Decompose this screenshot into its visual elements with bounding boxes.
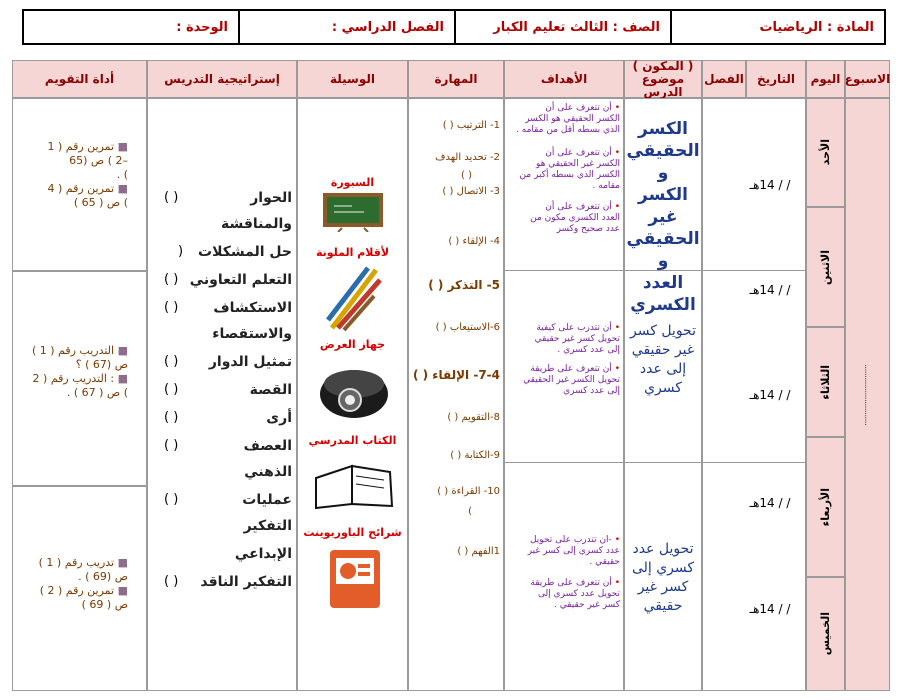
strategy-opinion: أرى <box>266 410 292 426</box>
skill-2b: ( ) <box>461 170 472 181</box>
strategy-dialogue: الحوار <box>250 190 292 206</box>
subject-cell <box>670 11 884 43</box>
strategy-check-8: ( ) <box>164 438 179 453</box>
grade-label: الصف : الثالث تعليم الكبار <box>493 19 660 35</box>
goals-group-1: • أن تتعرف على أن الكسر الحقيقي هو الكسر الذي بسطه أقل من مقامه . • أن تتعرف على أن الكسر غير الحقيقي هو الكسر الذي بسطه أكبر من مقامه . • أن تتعرف على أن العدد الكسري مكون من عدد صحيح وكسر <box>516 103 620 234</box>
day-name: الأربعاء <box>819 487 832 527</box>
col-goals-header: الأهداف <box>504 60 624 98</box>
goals-group-3: • -ان تتدرب على تحويل عدد كسري إلى كسر غير حقيقي . • أن تتعرف على طريقة تحويل عدد كسري إلى كسر غير حقيقي . <box>527 535 620 610</box>
day-cell-tuesday <box>806 327 845 437</box>
col-week-header: الاسبوع <box>845 60 890 98</box>
strategy-check-7: ( ) <box>164 410 179 425</box>
strategy-brainstorm-1: العصف <box>243 438 292 454</box>
day-cell-thursday <box>806 577 845 691</box>
evaluation-text-3: ■ تدريب رقم ( 1 ) ص (69 ) . ■ تمرين رقم ( 2 ) ص ( 69 ) <box>38 556 128 611</box>
date-sunday: / / 14هـ <box>749 178 791 192</box>
topic-2: تحويل كسر غير حقيقي إلى عدد كسري <box>630 323 696 396</box>
semester-cell <box>238 11 454 43</box>
topic-3: تحويل عدد كسري إلى كسر غير حقيقي <box>631 541 695 614</box>
col-evaluation-header: أداة التقويم <box>12 60 147 98</box>
strategy-discussion: والمناقشة <box>220 216 292 232</box>
skill-5: 5- التذكر ( ) <box>428 278 500 292</box>
strategy-check-2: ( <box>178 244 184 259</box>
date-tuesday: / / 14هـ <box>749 388 791 402</box>
blackboard-icon <box>322 192 384 232</box>
tool-pens-label: لأقلام الملونة <box>315 246 390 259</box>
day-cell-wednesday <box>806 437 845 577</box>
strategy-check-1: ( ) <box>164 190 179 205</box>
semester-label: الفصل الدراسي : <box>331 19 444 35</box>
strategy-inquiry: والاستقصاء <box>212 326 292 342</box>
tool-projector-label: جهاز العرض <box>319 338 386 351</box>
col-tool-header: الوسيلة <box>297 60 408 98</box>
col-skill-header: المهارة <box>408 60 504 98</box>
strategy-role-play: تمثيل الدوار <box>208 354 292 370</box>
unit-label: الوحدة : <box>176 19 228 35</box>
strategy-check-5: ( ) <box>164 354 179 369</box>
skill-10: 10- القراءة ( ) <box>437 486 500 497</box>
strategy-problem-solving: حل المشكلات <box>198 244 292 260</box>
strategy-brainstorm-2: الذهني <box>244 464 292 480</box>
col-day-header: اليوم <box>806 60 845 98</box>
colored-pencils-icon <box>324 262 384 332</box>
col-class-header: الفصل <box>702 60 746 98</box>
day-name: الاثنين <box>819 249 832 285</box>
skill-8: 8-التقويم ( ) <box>447 412 500 423</box>
day-cell-sunday <box>806 98 845 207</box>
date-wednesday: / / 14هـ <box>749 496 791 510</box>
topic-header-line1: ( المكون ) <box>632 58 694 73</box>
evaluation-text-1: ■ تمرين رقم ( 1 –2 ) ص (65 ) . ■ تمرين رقم ( 4 ) ص ( 65 ) <box>47 140 128 209</box>
col-date-header: التاريخ <box>746 60 806 98</box>
date-monday: / / 14هـ <box>749 283 791 297</box>
skill-2: 2- تحديد الهدف <box>435 152 500 163</box>
topic-header-line2: موضوع الدرس <box>641 71 685 99</box>
strategy-check-9: ( ) <box>164 492 179 507</box>
skill-7: 7-4- الإلقاء ( ) <box>412 368 500 382</box>
day-cell-monday <box>806 207 845 327</box>
strategy-thinking: التفكير <box>243 518 292 534</box>
book-icon <box>312 452 396 512</box>
goals-group-2: • أن تتدرب على كيفية تحويل كسر غير حقيقي إلى عدد كسري . • أن تتعرف على طريقة تحويل الكسر غير الحقيقي إلى عدد كسري <box>523 323 620 396</box>
evaluation-text-2: ■ التدريب رقم ( 1 ) ص (67 ) ؟ ■ : التدريب رقم ( 2 ) ص ( 67 ) . <box>31 344 128 399</box>
skill-1: 1- الترتيب ( ) <box>442 120 500 131</box>
week-dots: ............................ <box>862 363 873 425</box>
strategy-check-10: ( ) <box>164 574 179 589</box>
date-thursday: / / 14هـ <box>749 602 791 616</box>
strategy-operations: عمليات <box>242 492 292 508</box>
projector-icon <box>316 354 392 422</box>
skill-9: 9-الكتابة ( ) <box>450 450 500 461</box>
strategy-check-3: ( ) <box>164 272 179 287</box>
day-name: الأحد <box>819 139 832 166</box>
day-name: الثلاثاء <box>819 364 832 400</box>
topic-1: الكسر الحقيقي و الكسر غير الحقيقي و العدد الكسري <box>626 119 700 315</box>
skill-3: 3- الاتصال ( ) <box>442 186 500 197</box>
subject-label: المادة : الرياضيات <box>759 19 874 35</box>
powerpoint-icon <box>324 546 384 612</box>
strategy-exploration: الاستكشاف <box>213 300 292 316</box>
strategy-check-4: ( ) <box>164 300 179 315</box>
day-name: الخميس <box>819 612 832 656</box>
strategy-creative: الإبداعي <box>234 546 292 562</box>
skill-11: 1الفهم ( ) <box>457 546 500 557</box>
unit-cell <box>24 11 238 43</box>
skill-10b: ) <box>468 506 472 517</box>
skill-4: 4- الإلقاء ( ) <box>448 236 500 247</box>
strategy-cooperative: التعلم التعاوني <box>189 272 292 288</box>
tool-powerpoint-label: شرائح الباوربوينت <box>303 526 402 539</box>
lesson-info-box <box>22 9 886 45</box>
tool-blackboard-label: السبورة <box>330 176 375 189</box>
strategy-check-6: ( ) <box>164 382 179 397</box>
grade-cell <box>454 11 670 43</box>
week-cell <box>845 98 890 691</box>
col-topic-header <box>624 60 702 98</box>
tool-book-label: الكتاب المدرسي <box>308 434 397 447</box>
skill-6: 6-الاستيعاب ( ) <box>435 322 500 333</box>
strategy-critical: التفكير الناقد <box>200 574 292 590</box>
strategy-story: القصة <box>249 382 292 398</box>
col-strategy-header: إستراتيجية التدريس <box>147 60 297 98</box>
